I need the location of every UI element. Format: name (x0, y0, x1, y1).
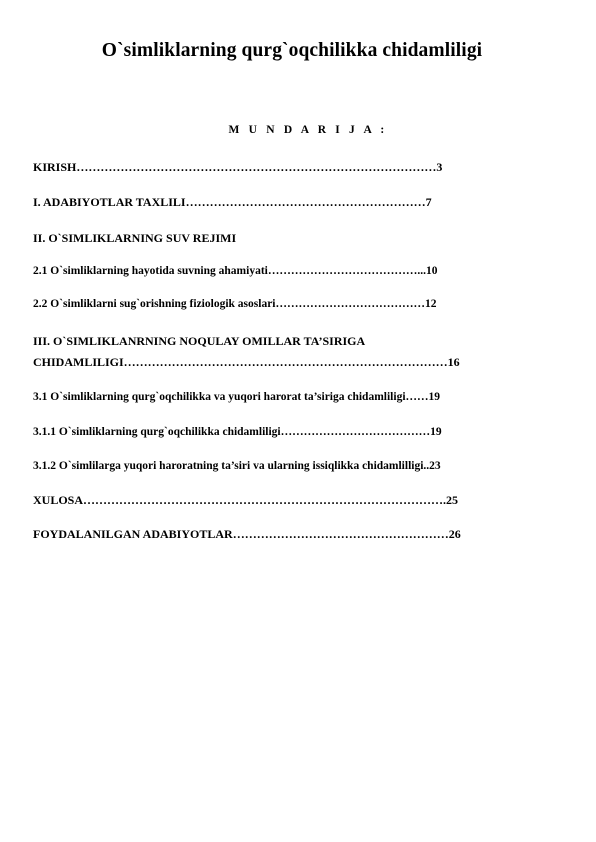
toc-entry-text-continued: CHIDAMLILIGI………………………………………………………………………16 (33, 355, 460, 369)
toc-entry-text: I. ADABIYOTLAR TAXLILI……………………………………………………7 (33, 195, 432, 209)
toc-entry-3-1-1 (33, 425, 442, 439)
toc-entry-text: II. O`SIMLIKLARNING SUV REJIMI (33, 231, 237, 245)
toc-entry-text: 2.1 O`simliklarning hayotida suvning ahamiyati…………………………………...10 (33, 265, 438, 277)
toc-entry-adabiyotlar-list (33, 527, 461, 541)
toc-entry-text: III. O`SIMLIKLANRNING NOQULAY OMILLAR TA’SIRIGA (33, 334, 366, 348)
document-title: O`simliklarning qurg`oqchilikka chidamliligi (101, 40, 483, 61)
toc-entry-2-1 (33, 264, 437, 278)
toc-entry-text: 3.1 O`simliklarning qurg`oqchilikka va yuqori harorat ta’siriga chidamliligi……19 (33, 391, 441, 403)
toc-entry-text: 2.2 O`simliklarni sug`orishning fiziologik asoslari…………………………………12 (33, 298, 437, 310)
toc-entry-adabiyotlar (33, 195, 432, 209)
toc-entry-text: XULOSA……………………………………………………………………………….25 (33, 493, 459, 507)
toc-entry-text: KIRISH………………………………………………………………………………3 (33, 160, 443, 174)
toc-entry-2-2 (33, 297, 437, 311)
toc-entry-3-1-2 (33, 459, 441, 473)
toc-entry-text: FOYDALANILGAN ADABIYOTLAR………………………………………………26 (33, 527, 461, 541)
toc-entry-suv-rejimi (33, 231, 236, 245)
toc-entry-text: 3.1.1 O`simliklarning qurg`oqchilikka chidamliligi…………………………………19 (33, 426, 442, 438)
toc-heading: M U N D A R I J A : (228, 124, 388, 136)
toc-entry-kirish (33, 160, 442, 174)
toc-entry-3-1 (33, 390, 440, 404)
toc-entry-text: 3.1.2 O`simlilarga yuqori haroratning ta’siri va ularning issiqlikka chidamlilligi..23 (33, 460, 441, 472)
toc-entry-noqulay-omillar (33, 331, 460, 373)
toc-entry-xulosa (33, 493, 458, 507)
